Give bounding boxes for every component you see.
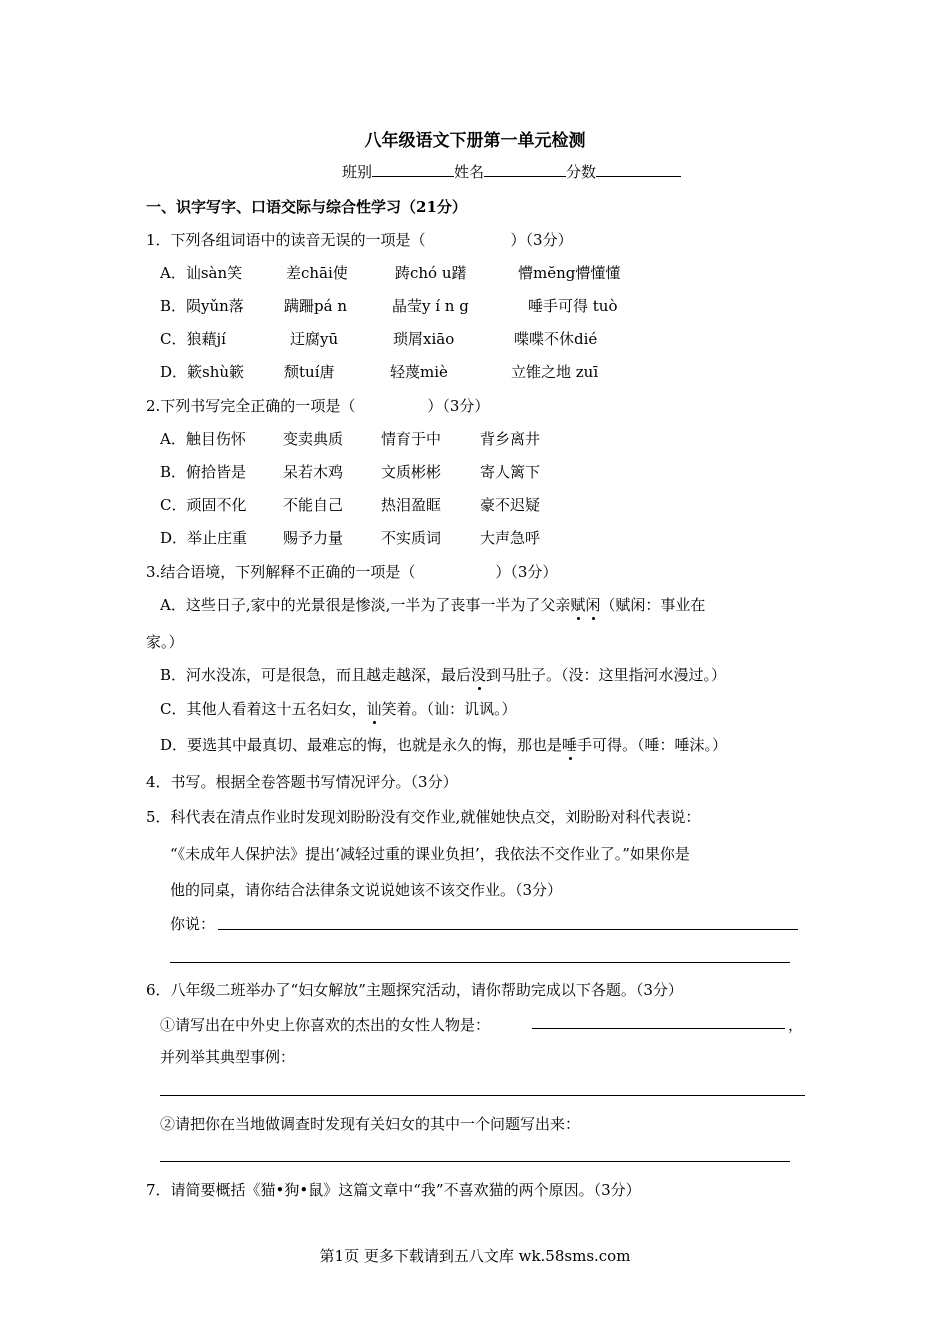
q3-a-dotted-2: 闲 xyxy=(585,596,601,614)
q3-d-note: 手可得。（唾：唾沫。） xyxy=(577,736,728,754)
option-item: 不实质词 xyxy=(381,529,442,547)
q1-stem-text: 1．下列各组词语中的读音无误的一项是（ xyxy=(146,231,426,249)
score-label: 分数 xyxy=(566,163,597,181)
q2-stem-end: ）（3分） xyxy=(427,397,490,415)
q3-option-c xyxy=(160,698,517,719)
option-item: 晶莹y í n g xyxy=(392,297,469,315)
option-item: A．触目伤怀 xyxy=(160,430,246,448)
q3-option-d xyxy=(160,734,727,755)
option-item: 不能自己 xyxy=(283,496,344,514)
q5-line-1: 5．科代表在清点作业时发现刘盼盼没有交作业,就催她快点交，刘盼盼对科代表说： xyxy=(146,808,701,826)
option-item: 蹒跚pá n xyxy=(284,297,347,315)
page-title: 八年级语文下册第一单元检测 xyxy=(364,131,586,151)
q3-b-note: 到马肚子。（没：这里指河水漫过。） xyxy=(486,666,727,684)
q6-sub-1-cont: 并列举其典型事例： xyxy=(160,1048,296,1066)
score-blank[interactable] xyxy=(596,161,681,177)
q3-b-text: B．河水没冻，可是很急，而且越走越深，最后 xyxy=(160,666,472,684)
option-item: 变卖典质 xyxy=(283,430,344,448)
option-item: C．狼藉jí xyxy=(160,330,226,348)
q3-stem xyxy=(146,561,557,582)
option-item: 赐予力量 xyxy=(283,529,344,547)
q3-c-dotted: 讪 xyxy=(366,700,382,718)
option-item: 大声急呼 xyxy=(480,529,541,547)
q3-d-text: D．要选其中最真切、最难忘的悔，也就是永久的悔，那也是 xyxy=(160,736,563,754)
option-item: 呆若木鸡 xyxy=(283,463,344,481)
q6-sub-1: ①请写出在中外史上你喜欢的杰出的女性人物是： xyxy=(160,1016,491,1034)
q2-option-a xyxy=(160,428,540,449)
q6-stem: 6．八年级二班举办了“妇女解放”主题探究活动，请你帮助完成以下各题。（3分） xyxy=(146,981,683,999)
q3-option-a-wrap: 家。） xyxy=(146,633,184,651)
q6-sub-2: ②请把你在当地做调查时发现有关妇女的其中一个问题写出来： xyxy=(160,1115,581,1133)
q5-line-3: 他的同桌，请你结合法律条文说说她该不该交作业。（3分） xyxy=(170,881,563,899)
q3-a-text: A．这些日子,家中的光景很是惨淡,一半为了丧事一半为了父亲 xyxy=(160,596,571,614)
q3-stem-text: 3.结合语境，下列解释不正确的一项是（ xyxy=(146,563,416,581)
option-item: B．俯拾皆是 xyxy=(160,463,247,481)
q3-d-dotted: 唾 xyxy=(562,736,578,754)
q2-option-b xyxy=(160,461,540,482)
option-item: 迂腐yū xyxy=(290,330,339,348)
q1-stem xyxy=(146,229,573,250)
q2-option-d xyxy=(160,527,540,548)
q1-option-a xyxy=(160,262,620,283)
q4-text: 4．书写。根据全卷答题书写情况评分。（3分） xyxy=(146,773,458,791)
q1-stem-end: ）（3分） xyxy=(510,231,573,249)
option-item: 轻蔑miè xyxy=(390,363,448,381)
q1-option-b xyxy=(160,295,618,316)
option-item: 差chāi使 xyxy=(286,264,348,282)
q6-sub-1-comma: ， xyxy=(788,1016,804,1034)
name-blank[interactable] xyxy=(484,161,566,177)
option-item: 立锥之地 zuī xyxy=(511,363,599,381)
q3-b-dotted: 没 xyxy=(471,666,487,684)
q3-c-text: C．其他人看着这十五名妇女， xyxy=(160,700,367,718)
q1-option-d xyxy=(160,361,598,382)
class-label: 班别 xyxy=(342,163,373,181)
option-item: 颓tuí唐 xyxy=(284,363,335,381)
option-item: 背乡离井 xyxy=(480,430,541,448)
class-blank[interactable] xyxy=(372,161,454,177)
q3-stem-end: ）（3分） xyxy=(495,563,558,581)
name-label: 姓名 xyxy=(454,163,485,181)
q3-a-dotted-1: 赋 xyxy=(570,596,586,614)
q2-stem xyxy=(146,395,489,416)
header-fields xyxy=(342,161,681,182)
q3-option-a xyxy=(160,594,705,615)
option-item: D．簌shù簌 xyxy=(160,363,245,381)
option-item: 喋喋不休dié xyxy=(514,330,598,348)
option-item: 懵mĕng懵懂懂 xyxy=(518,264,621,282)
q5-answer-line-2[interactable] xyxy=(170,962,790,963)
q3-a-note: （赋闲：事业在 xyxy=(600,596,706,614)
q6-sub-1-answer-line[interactable] xyxy=(532,1028,785,1029)
option-item: B．陨yǔn落 xyxy=(160,297,244,315)
q5-answer-line-1[interactable] xyxy=(218,929,798,930)
option-item: D．举止庄重 xyxy=(160,529,248,547)
q5-answer-label: 你说： xyxy=(170,915,216,933)
option-item: 寄人篱下 xyxy=(480,463,541,481)
option-item: 文质彬彬 xyxy=(381,463,442,481)
option-item: 豪不迟疑 xyxy=(480,496,541,514)
q3-option-b xyxy=(160,664,726,685)
q6-sub-2-answer-line[interactable] xyxy=(160,1161,790,1162)
q2-stem-text: 2.下列书写完全正确的一项是（ xyxy=(146,397,356,415)
option-item: 琐屑xiāo xyxy=(393,330,455,348)
q1-option-c xyxy=(160,328,597,349)
option-item: A．讪sàn笑 xyxy=(160,264,243,282)
q5-line-2: “《未成年人保护法》提出‘减轻过重的课业负担’，我依法不交作业了。”如果你是 xyxy=(170,845,690,863)
option-item: 热泪盈眶 xyxy=(381,496,442,514)
q7-text: 7．请简要概括《猫•狗•鼠》这篇文章中“我”不喜欢猫的两个原因。（3分） xyxy=(146,1181,641,1199)
option-item: C．顽固不化 xyxy=(160,496,247,514)
q3-c-note: 笑着。（讪：讥讽。） xyxy=(381,700,517,718)
option-item: 情育于中 xyxy=(381,430,442,448)
q2-option-c xyxy=(160,494,540,515)
option-item: 唾手可得 tuò xyxy=(528,297,618,315)
option-item: 踌chó u躇 xyxy=(395,264,467,282)
section-heading: 一、识字写字、口语交际与综合性学习（21分） xyxy=(146,198,467,216)
q6-sub-1-example-line[interactable] xyxy=(160,1095,805,1096)
page-footer: 第1页 更多下载请到五八文库 wk.58sms.com xyxy=(319,1247,631,1265)
